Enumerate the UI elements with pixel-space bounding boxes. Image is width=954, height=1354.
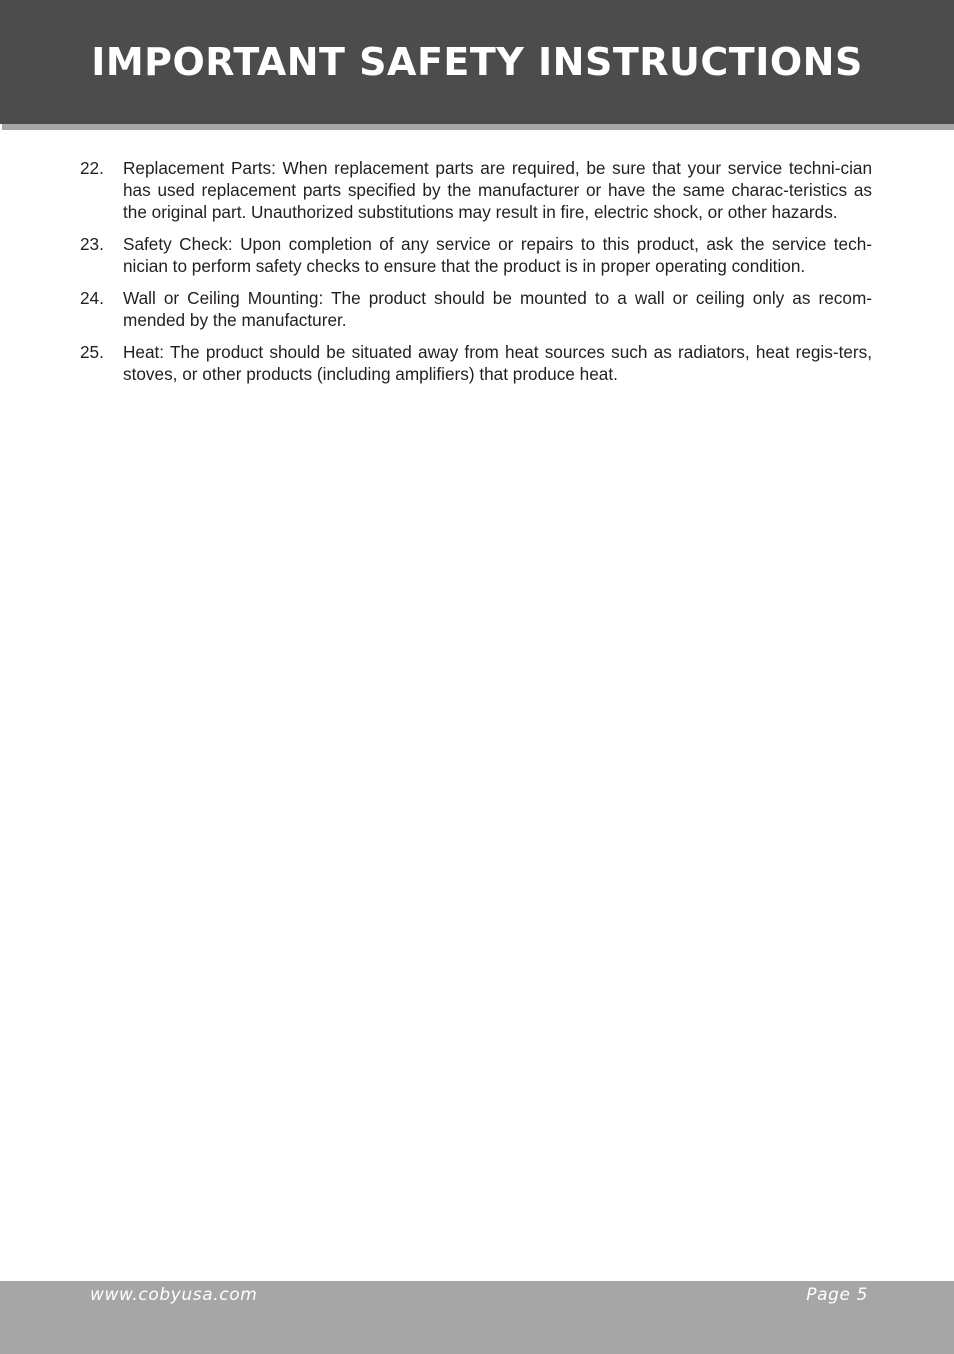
list-item [80,157,872,223]
page-header [0,0,954,124]
page-title: IMPORTANT SAFETY INSTRUCTIONS [91,40,863,84]
item-text: Wall or Ceiling Mounting: The product should be mounted to a wall or ceiling only as recom-mended by the manufacturer. [123,288,872,330]
item-number: 23. [80,234,104,254]
list-item [80,287,872,331]
item-text: Heat: The product should be situated away from heat sources such as radiators, heat regis-ters, stoves, or other products (including amplifiers) that produce heat. [123,342,872,384]
item-number: 24. [80,288,104,308]
footer-website: www.cobyusa.com [90,1285,258,1305]
list-item [80,341,872,385]
item-number: 25. [80,342,104,362]
page-number: Page 5 [806,1285,868,1305]
item-number: 22. [80,158,104,178]
list-item [80,233,872,277]
header-divider [2,124,954,130]
item-text: Replacement Parts: When replacement parts are required, be sure that your service techni-cian has used replacement parts specified by the manufacturer or have the same charac-teristics as the original part. Unauthorized substitutions may result in fire, electric shock, or other hazards. [123,158,872,222]
page-footer [0,1281,954,1354]
safety-instructions-list [80,157,872,395]
item-text: Safety Check: Upon completion of any service or repairs to this product, ask the service tech-nician to perform safety checks to ensure that the product is in proper operating condition. [123,234,872,276]
